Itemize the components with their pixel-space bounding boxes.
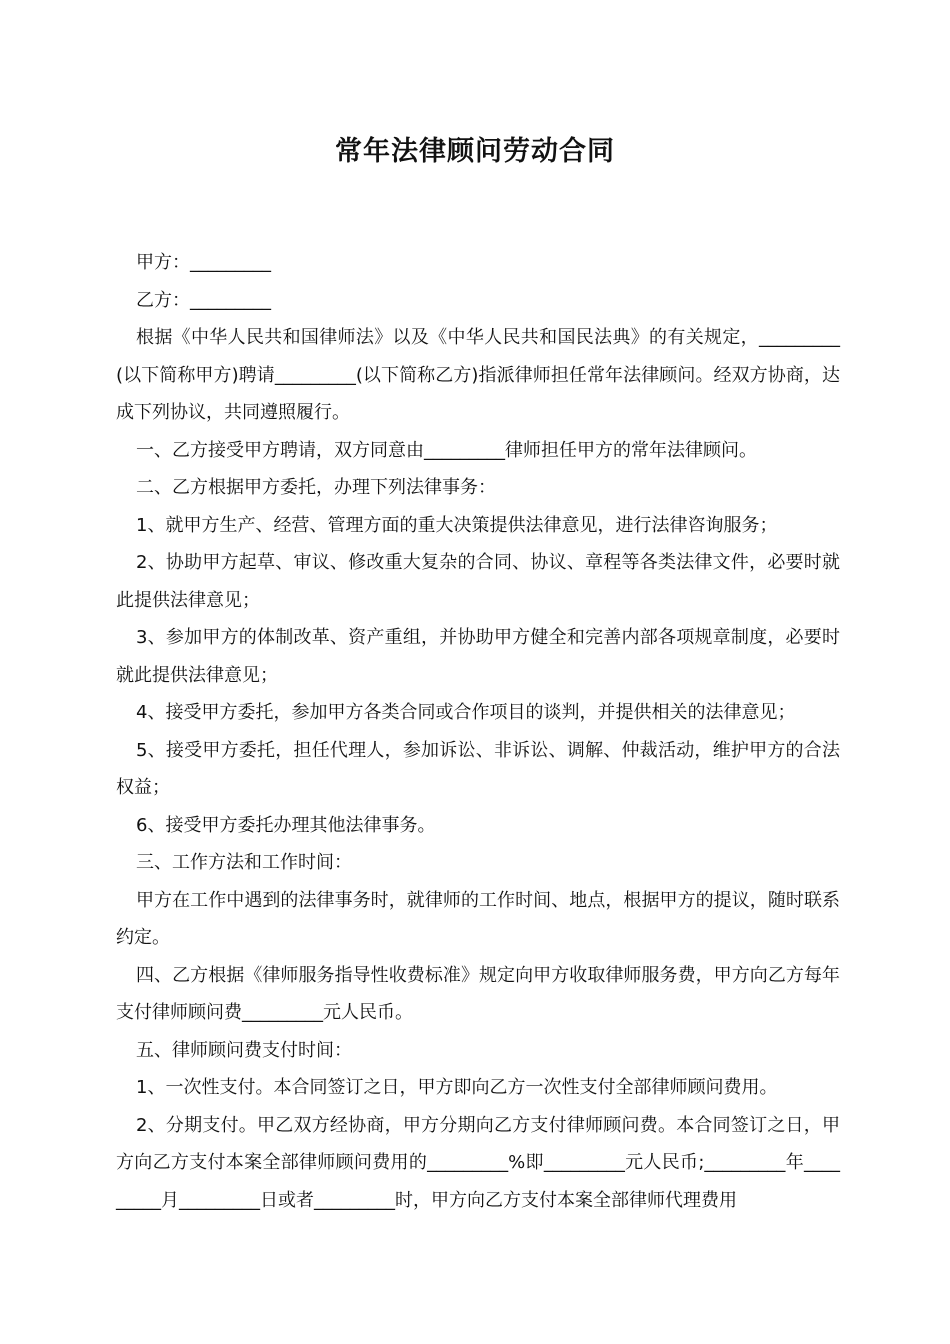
party-a-line: 甲方：_________ bbox=[136, 252, 271, 273]
party-b-line: 乙方：_________ bbox=[136, 289, 271, 311]
clause-1: 一、乙方接受甲方聘请，双方同意由_________律师担任甲方的常年法律顾问。 bbox=[136, 439, 757, 461]
preamble-paragraph: 根据《中华人民共和国律师法》以及《中华人民共和国民法典》的有关规定，_________(以下简称甲方)聘请_________(以下简称乙方)指派律师担任常年法律顾问。经双方协商，达成下列协议，共同遵照履行。 bbox=[116, 327, 840, 423]
document-body bbox=[116, 244, 840, 1219]
clause-2-heading: 二、乙方根据甲方委托，办理下列法律事务： bbox=[136, 477, 496, 498]
document-title: 常年法律顾问劳动合同 bbox=[335, 136, 615, 167]
clause-5-item-2: 2、分期支付。甲乙双方经协商，甲方分期向乙方支付律师顾问费。本合同签订之日，甲方向乙方支付本案全部律师顾问费用的_________%即_________元人民币;_________年_________月_________日或者_________时，甲方向乙方支付本案全部律师代理费用 bbox=[116, 1114, 840, 1211]
clause-2-item-2: 2、协助甲方起草、审议、修改重大复杂的合同、协议、章程等各类法律文件，必要时就此提供法律意见； bbox=[116, 552, 840, 611]
clause-2-item-3: 3、参加甲方的体制改革、资产重组，并协助甲方健全和完善内部各项规章制度，必要时就此提供法律意见； bbox=[116, 627, 840, 686]
clause-3-body: 甲方在工作中遇到的法律事务时，就律师的工作时间、地点，根据甲方的提议，随时联系约定。 bbox=[116, 889, 840, 948]
clause-4: 四、乙方根据《律师服务指导性收费标准》规定向甲方收取律师服务费，甲方向乙方每年支付律师顾问费_________元人民币。 bbox=[116, 964, 840, 1023]
clause-2-item-6: 6、接受甲方委托办理其他法律事务。 bbox=[136, 814, 436, 836]
clause-5-item-1: 1、一次性支付。本合同签订之日，甲方即向乙方一次性支付全部律师顾问费用。 bbox=[136, 1077, 778, 1098]
clause-2-item-5: 5、接受甲方委托，担任代理人，参加诉讼、非诉讼、调解、仲裁活动，维护甲方的合法权益； bbox=[116, 739, 840, 798]
clause-2-item-1: 1、就甲方生产、经营、管理方面的重大决策提供法律意见，进行法律咨询服务； bbox=[136, 514, 778, 536]
clause-3-heading: 三、工作方法和工作时间： bbox=[136, 852, 352, 873]
clause-5-heading: 五、律师顾问费支付时间： bbox=[136, 1039, 352, 1061]
clause-2-item-4: 4、接受甲方委托，参加甲方各类合同或合作项目的谈判，并提供相关的法律意见； bbox=[136, 702, 796, 723]
